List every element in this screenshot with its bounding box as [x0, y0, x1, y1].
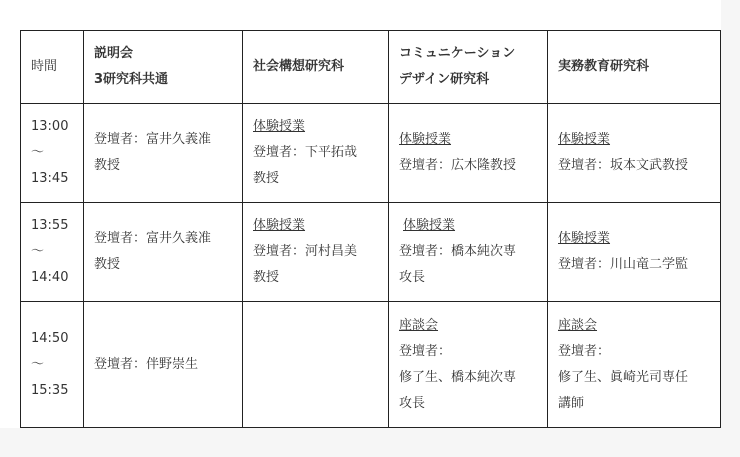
speaker-text: 登壇者：富井久義准 — [94, 231, 212, 246]
communication-design-cell — [389, 104, 548, 203]
header-practical-education-label: 実務教育研究科 — [558, 59, 650, 74]
speaker-text: 攻長 — [399, 395, 426, 411]
trial-class-link[interactable]: 体験授業 — [399, 132, 452, 147]
roundtable-link[interactable]: 座談会 — [558, 317, 598, 333]
header-communication-line1: コミュニケーション — [399, 46, 516, 61]
speaker-text: 教授 — [94, 257, 121, 272]
speaker-text: 教授 — [94, 158, 121, 173]
header-social-design — [243, 31, 389, 104]
speaker-text: 攻長 — [399, 270, 426, 285]
speaker-text: 登壇者：川山竜二学監 — [558, 257, 689, 272]
time-cell — [21, 203, 84, 302]
communication-design-cell — [389, 302, 548, 428]
practical-education-cell — [548, 104, 721, 203]
header-briefing-title: 説明会 — [94, 46, 134, 61]
time-cell — [21, 302, 84, 428]
speaker-text: 登壇者：坂本文武教授 — [558, 158, 689, 173]
trial-class-link[interactable]: 体験授業 — [403, 218, 456, 233]
social-design-cell-empty — [243, 302, 389, 428]
header-time — [21, 31, 84, 104]
speaker-text: 修了生、眞崎光司専任 — [558, 369, 689, 385]
time-end: 15:35 — [31, 382, 69, 398]
practical-education-cell — [548, 302, 721, 428]
speaker-text: 登壇者：広木隆教授 — [399, 158, 517, 173]
time-end: 14:40 — [31, 270, 69, 285]
trial-class-link[interactable]: 体験授業 — [253, 218, 306, 233]
table-row — [21, 302, 721, 428]
speaker-text: 講師 — [558, 395, 585, 411]
communication-design-cell — [389, 203, 548, 302]
header-briefing-subtitle: 3研究科共通 — [94, 72, 169, 87]
social-design-cell — [243, 203, 389, 302]
table-header-row — [21, 31, 721, 104]
time-separator: 〜 — [31, 244, 45, 259]
schedule-table — [20, 30, 721, 428]
header-social-design-label: 社会構想研究科 — [253, 59, 345, 74]
table-row — [21, 104, 721, 203]
speaker-text: 登壇者：橋本純次専 — [399, 244, 517, 259]
header-practical-education — [548, 31, 721, 104]
trial-class-link[interactable]: 体験授業 — [253, 119, 306, 134]
speaker-text: 登壇者： — [558, 343, 611, 359]
time-end: 13:45 — [31, 171, 69, 186]
speaker-text: 登壇者：富井久義准 — [94, 132, 212, 147]
briefing-cell — [84, 302, 243, 428]
table-row — [21, 203, 721, 302]
time-start: 14:50 — [31, 330, 69, 346]
time-start: 13:55 — [31, 218, 69, 233]
speaker-text: 教授 — [253, 171, 280, 186]
speaker-text: 修了生、橋本純次専 — [399, 369, 517, 385]
speaker-text: 登壇者： — [399, 343, 452, 359]
trial-class-link[interactable]: 体験授業 — [558, 231, 611, 246]
social-design-cell — [243, 104, 389, 203]
header-communication-design — [389, 31, 548, 104]
time-cell — [21, 104, 84, 203]
time-start: 13:00 — [31, 119, 69, 134]
speaker-text: 登壇者：下平拓哉 — [253, 145, 358, 160]
header-communication-line2: デザイン研究科 — [399, 72, 490, 87]
roundtable-link[interactable]: 座談会 — [399, 317, 439, 333]
briefing-cell — [84, 104, 243, 203]
header-time-label: 時間 — [31, 59, 58, 74]
briefing-cell — [84, 203, 243, 302]
speaker-text: 教授 — [253, 270, 280, 285]
trial-class-link[interactable]: 体験授業 — [558, 132, 611, 147]
speaker-text: 登壇者：伴野崇生 — [94, 356, 199, 372]
header-briefing — [84, 31, 243, 104]
time-separator: 〜 — [31, 145, 45, 160]
speaker-text: 登壇者：河村昌美 — [253, 244, 358, 259]
practical-education-cell — [548, 203, 721, 302]
time-separator: 〜 — [31, 356, 45, 372]
